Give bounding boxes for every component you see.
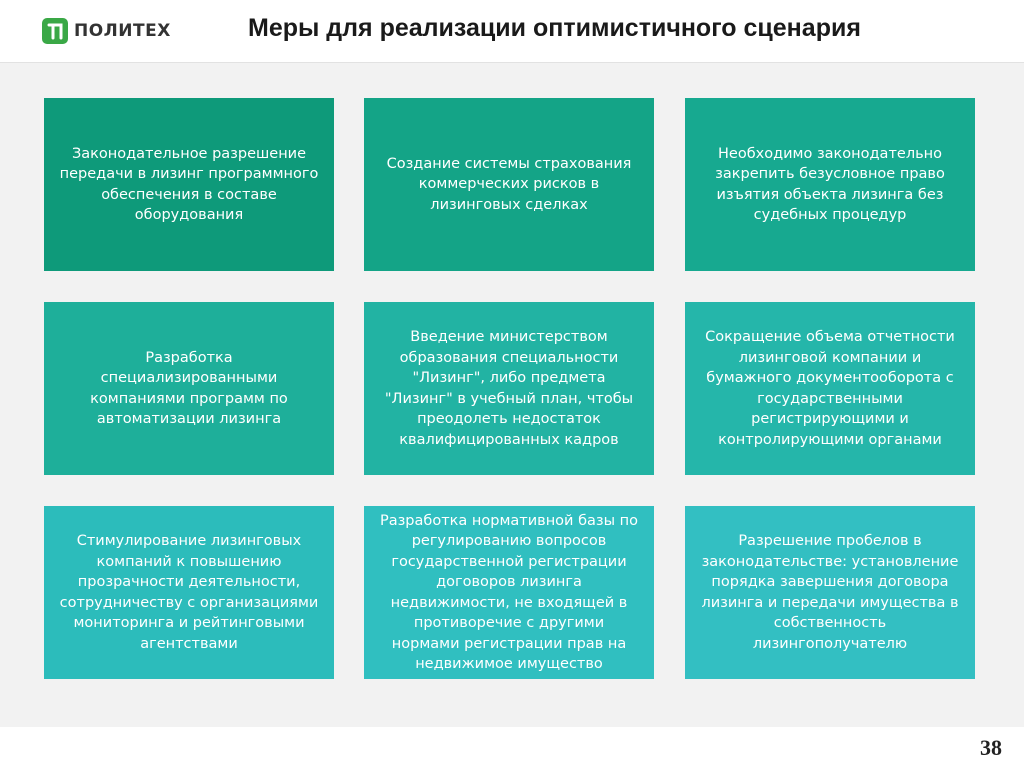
header [0, 0, 1024, 63]
measure-card-text: Разработка нормативной базы по регулированию вопросов государственной регистрации договоров лизинга недвижимости, не входящей в противоречие с другими нормами регистрации прав на недвижимое имущество [379, 512, 639, 672]
page-number: 38 [980, 735, 1002, 760]
measure-card-text: Разрешение пробелов в законодательстве: установление порядка завершения договора лизинга и передачи имущества в собственность лизингополучателю [701, 533, 959, 652]
cards-grid [0, 63, 1024, 727]
page-title: Меры для реализации оптимистичного сценария [248, 14, 861, 42]
measure-card [364, 98, 654, 271]
measure-card-text: Стимулирование лизинговых компаний к повышению прозрачности деятельности, сотрудничеству с организациями мониторинга и рейтинговыми агентствами [59, 533, 319, 652]
measure-card-text: Законодательное разрешение передачи в лизинг программного обеспечения в составе оборудования [59, 145, 319, 223]
measure-card-text: Сокращение объема отчетности лизинговой компании и бумажного документооборота с государственными регистрирующими и контролирующими органами [705, 329, 955, 448]
measure-card [685, 506, 975, 679]
measure-card-text: Разработка специализированными компаниями программ по автоматизации лизинга [90, 349, 288, 427]
measure-card [685, 302, 975, 475]
measure-card [44, 302, 334, 475]
logo-text: ПОЛИТЕХ [74, 21, 171, 41]
measure-card [44, 98, 334, 271]
measure-card [685, 98, 975, 271]
measure-card [364, 302, 654, 475]
measure-card-text: Создание системы страхования коммерческих рисков в лизинговых сделках [386, 155, 632, 213]
measure-card-text: Введение министерством образования специальности "Лизинг", либо предмета "Лизинг" в учебный план, чтобы преодолеть недостаток квалифицированных кадров [384, 329, 634, 448]
politech-logo-icon [42, 18, 68, 44]
measure-card [44, 506, 334, 679]
measure-card-text: Необходимо законодательно закрепить безусловное право изъятия объекта лизинга без судебных процедур [715, 145, 945, 223]
logo [42, 16, 171, 46]
measure-card [364, 506, 654, 679]
footer [0, 727, 1024, 767]
